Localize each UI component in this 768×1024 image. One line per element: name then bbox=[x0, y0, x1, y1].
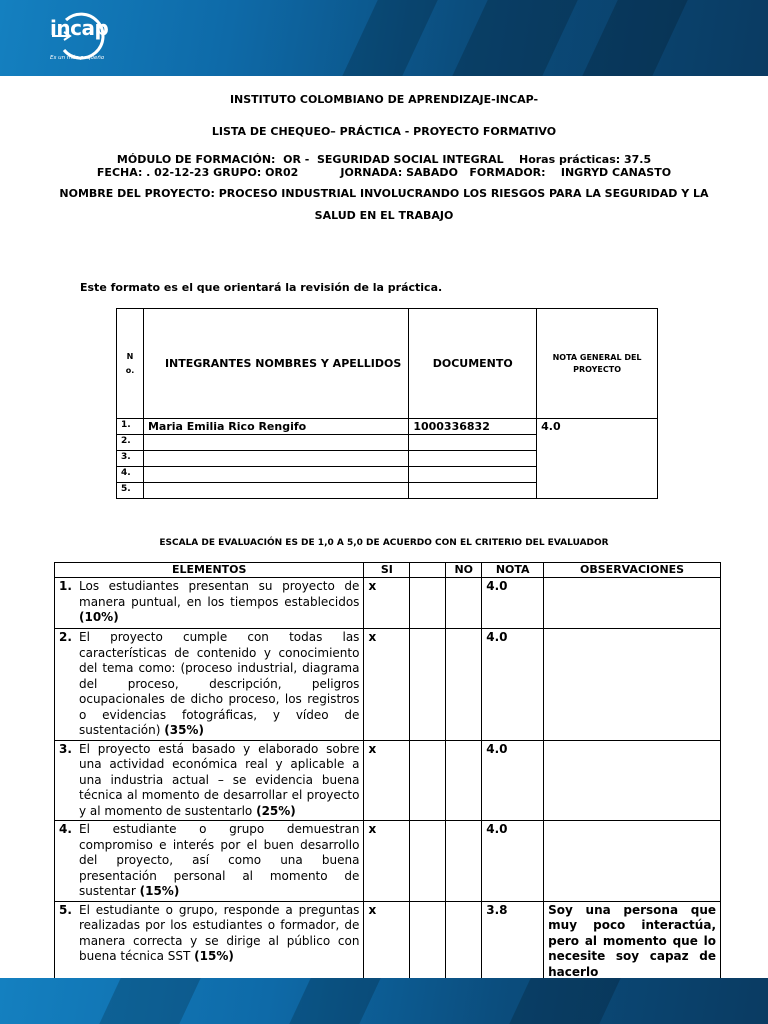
header-no-top: N bbox=[126, 351, 134, 361]
element-weight: (15%) bbox=[194, 949, 234, 963]
observation: Soy una persona que muy poco interactúa, pero al momento que lo necesite soy capaz de hacerlo bbox=[544, 901, 721, 982]
grade-value: 4.0 bbox=[482, 740, 544, 821]
overall-grade: 4.0 bbox=[537, 419, 658, 499]
blank-cell bbox=[410, 578, 446, 629]
header-elements: ELEMENTOS bbox=[55, 563, 364, 578]
institute-title: INSTITUTO COLOMBIANO DE APRENDIZAJE-INCAP- bbox=[229, 93, 539, 106]
element-number: 5. bbox=[59, 902, 72, 917]
table-row bbox=[117, 419, 658, 435]
table-row bbox=[55, 629, 721, 741]
row-no: 1. bbox=[117, 419, 144, 435]
member-name bbox=[143, 451, 408, 467]
grade-value: 3.8 bbox=[482, 901, 544, 982]
eval-header-row bbox=[55, 563, 721, 578]
element-text: El proyecto cumple con todas las características de contenido y conocimiento del tema como: (proceso industrial, diagrama del proceso, descripción, peligros ocupacionales de dicho proceso, los registros o evidencias fotográficas, y vídeo de sustentación) bbox=[79, 630, 360, 737]
header-no: NO bbox=[446, 563, 482, 578]
blank-cell bbox=[410, 740, 446, 821]
header-names: INTEGRANTES NOMBRES Y APELLIDOS bbox=[143, 309, 408, 419]
blank-cell bbox=[410, 629, 446, 741]
table-row bbox=[55, 740, 721, 821]
element-cell bbox=[55, 578, 364, 629]
project-name-line1: NOMBRE DEL PROYECTO: PROCESO INDUSTRIAL INVOLUCRANDO LOS RIESGOS PARA LA SEGURIDAD Y LA bbox=[59, 187, 709, 200]
si-mark: x bbox=[364, 578, 410, 629]
observation bbox=[544, 578, 721, 629]
element-number: 4. bbox=[59, 822, 72, 836]
si-mark: x bbox=[364, 821, 410, 902]
blank-cell bbox=[410, 821, 446, 902]
row-no: 3. bbox=[117, 451, 144, 467]
member-document: 1000336832 bbox=[409, 419, 537, 435]
grade-value: 4.0 bbox=[482, 821, 544, 902]
element-cell bbox=[55, 821, 364, 902]
blank-cell bbox=[410, 901, 446, 982]
no-mark bbox=[446, 578, 482, 629]
footer-banner bbox=[0, 978, 768, 1024]
no-mark bbox=[446, 821, 482, 902]
document-title: LISTA DE CHEQUEO– PRÁCTICA - PROYECTO FORMATIVO bbox=[211, 125, 557, 138]
element-text: Los estudiantes presentan su proyecto de manera puntual, en los tiempos establecidos bbox=[79, 579, 360, 609]
row-no: 4. bbox=[117, 467, 144, 483]
member-name: Maria Emilia Rico Rengifo bbox=[143, 419, 408, 435]
element-weight: (35%) bbox=[164, 723, 204, 737]
no-mark bbox=[446, 901, 482, 982]
logo-tagline: Es un más pequeño bbox=[50, 55, 105, 61]
observation bbox=[544, 740, 721, 821]
header-si: SI bbox=[364, 563, 410, 578]
table-row bbox=[55, 901, 721, 982]
member-document bbox=[409, 483, 537, 499]
element-text: El estudiante o grupo demuestran compromiso e interés por el buen desarrollo del proyecto, así como una buena presentación personal al momento de sustentar bbox=[79, 822, 360, 898]
members-header-row bbox=[117, 309, 658, 419]
member-name bbox=[143, 483, 408, 499]
si-mark: x bbox=[364, 629, 410, 741]
element-text: El estudiante o grupo, responde a preguntas realizadas por los estudiantes o formador, de manera correcta y se dirige al público con buena técnica SST bbox=[79, 902, 360, 963]
row-no: 5. bbox=[117, 483, 144, 499]
grade-value: 4.0 bbox=[482, 629, 544, 741]
table-row bbox=[55, 821, 721, 902]
observation bbox=[544, 821, 721, 902]
element-number: 3. bbox=[59, 741, 72, 756]
member-document bbox=[409, 467, 537, 483]
element-cell bbox=[55, 629, 364, 741]
member-document bbox=[409, 435, 537, 451]
module-line: MÓDULO DE FORMACIÓN: OR - SEGURIDAD SOCIAL INTEGRAL Horas prácticas: 37.5 bbox=[116, 153, 652, 166]
header-no-bottom: o. bbox=[125, 365, 135, 375]
element-cell bbox=[55, 901, 364, 982]
project-name-line2: SALUD EN EL TRABAJO bbox=[314, 209, 454, 222]
element-weight: (15%) bbox=[139, 884, 180, 898]
element-weight: (25%) bbox=[256, 803, 296, 818]
date-line: FECHA: . 02-12-23 GRUPO: OR02 JORNADA: SABADO FORMADOR: INGRYD CANASTO bbox=[96, 166, 672, 179]
logo-text: incap bbox=[50, 16, 109, 40]
no-mark bbox=[446, 629, 482, 741]
member-document bbox=[409, 451, 537, 467]
observation bbox=[544, 629, 721, 741]
element-weight: (10%) bbox=[79, 610, 119, 624]
intro-text: Este formato es el que orientará la revisión de la práctica. bbox=[80, 281, 443, 294]
scale-note: ESCALA DE EVALUACIÓN ES DE 1,0 A 5,0 DE ACUERDO CON EL CRITERIO DEL EVALUADOR bbox=[159, 538, 609, 548]
header-grade: NOTA GENERAL DEL PROYECTO bbox=[537, 309, 658, 419]
header-document: DOCUMENTO bbox=[409, 309, 537, 419]
element-number: 1. bbox=[59, 579, 72, 593]
element-text: El proyecto está basado y elaborado sobre una actividad económica real y aplicable a una industria actual – se evidencia buena técnica al momento de desarrollar el proyecto y al momento de sustentarlo bbox=[79, 741, 360, 818]
header-blank bbox=[410, 563, 446, 578]
si-mark: x bbox=[364, 901, 410, 982]
element-cell bbox=[55, 740, 364, 821]
si-mark: x bbox=[364, 740, 410, 821]
element-number: 2. bbox=[59, 630, 72, 644]
member-name bbox=[143, 435, 408, 451]
table-row bbox=[55, 578, 721, 629]
no-mark bbox=[446, 740, 482, 821]
grade-value: 4.0 bbox=[482, 578, 544, 629]
row-no: 2. bbox=[117, 435, 144, 451]
evaluation-table bbox=[54, 562, 721, 1012]
header-banner bbox=[0, 0, 768, 76]
members-table bbox=[116, 308, 658, 499]
header-observations: OBSERVACIONES bbox=[544, 563, 721, 578]
member-name bbox=[143, 467, 408, 483]
header-grade: NOTA bbox=[482, 563, 544, 578]
header-no bbox=[117, 309, 144, 419]
